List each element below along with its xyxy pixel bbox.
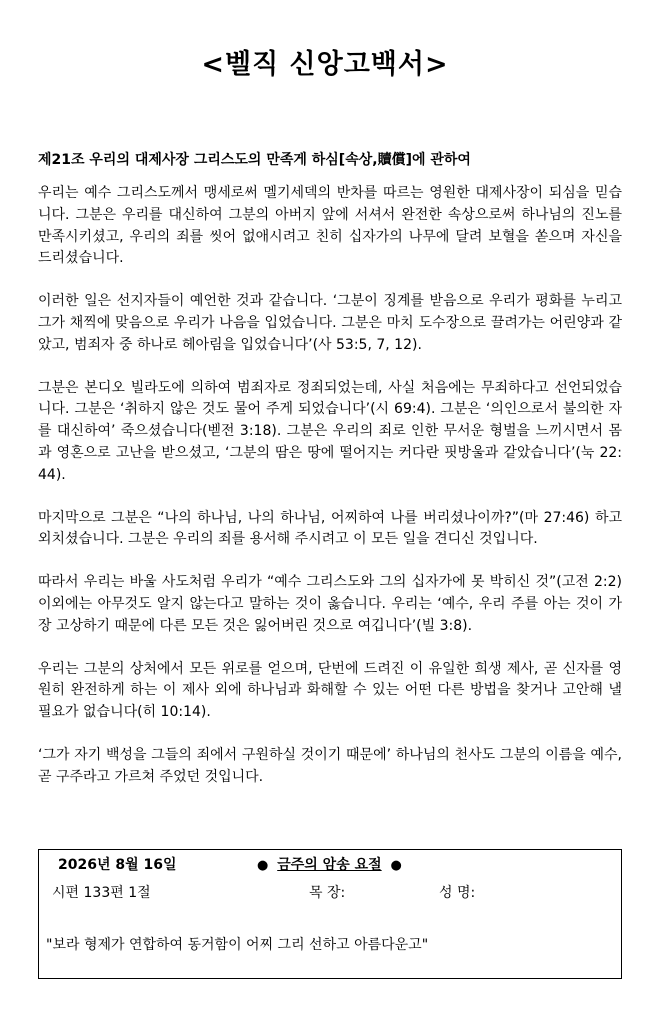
article-body bbox=[38, 183, 622, 810]
bullet-icon: ● bbox=[390, 858, 402, 873]
paragraph: ‘그가 자기 백성을 그들의 죄에서 구원하실 것이기 때문에’ 하나님의 천사도 그분의 이름을 예수, 곧 구주라고 가르쳐 주었던 것입니다. bbox=[38, 746, 622, 785]
memory-date: 2026년 8월 16일 bbox=[58, 857, 177, 873]
paragraph: 이러한 일은 선지자들이 예언한 것과 같습니다. ‘그분이 징계를 받음으로 우리가 평화를 누리고 그가 채찍에 맞음으로 우리가 나음을 입었습니다. 그분은 마치 도수장으로 끌려가는 어린양과 같았고, 범죄자 중 하나로 헤아림을 입었습니다’(사 53:5, 7, 12). bbox=[38, 293, 622, 353]
memory-verse-box bbox=[38, 849, 622, 979]
leader-label: 목 장: bbox=[309, 885, 346, 901]
memory-title-label: 금주의 암송 요절 bbox=[277, 857, 382, 873]
memory-box-title bbox=[257, 854, 402, 874]
paragraph: 우리는 예수 그리스도께서 맹세로써 멜기세덱의 반차를 따르는 영원한 대제사장이 되심을 믿습니다. 그분은 우리를 대신하여 그분의 아버지 앞에 서셔서 완전한 속상으로써 하나님의 진노를 만족시키셨고, 우리의 죄를 씻어 없애시려고 친히 십자가의 나무에 달려 보혈을 쏟으며 자신을 드리셨습니다. bbox=[38, 185, 622, 267]
name-label: 성 명: bbox=[439, 885, 476, 901]
document-title: <벨직 신앙고백서> bbox=[201, 49, 449, 80]
paragraph: 그분은 본디오 빌라도에 의하여 범죄자로 정죄되었는데, 사실 처음에는 무죄하다고 선언되었습니다. 그분은 ‘취하지 않은 것도 물어 주게 되었습니다’(시 69:4). 그분은 ‘의인으로서 불의한 자를 대신하여’ 죽으셨습니다(벧전 3:18). 그분은 우리의 죄로 인한 무서운 형벌을 느끼시면서 몸과 영혼으로 고난을 받으셨고, ‘그분의 땀은 땅에 떨어지는 커다란 핏방울과 같았습니다’(눅 22:44). bbox=[38, 379, 622, 483]
verse-reference: 시편 133편 1절 bbox=[52, 885, 151, 901]
paragraph: 마지막으로 그분은 “나의 하나님, 나의 하나님, 어찌하여 나를 버리셨나이까?”(마 27:46) 하고 외치셨습니다. 그분은 우리의 죄를 용서해 주시려고 이 모든 일을 견디신 것입니다. bbox=[38, 509, 622, 548]
bullet-icon: ● bbox=[257, 858, 269, 873]
memory-verse-text: "보라 형제가 연합하여 동거함이 어찌 그리 선하고 아름다운고" bbox=[46, 937, 429, 953]
paragraph: 따라서 우리는 바울 사도처럼 우리가 “예수 그리스도와 그의 십자가에 못 박히신 것”(고전 2:2) 이외에는 아무것도 알지 않는다고 말하는 것이 옳습니다. 우리는 ‘예수, 우리 주를 아는 것이 가장 고상하기 때문에 다른 모든 것은 잃어버린 것으로 여깁니다’(빌 3:8). bbox=[38, 574, 622, 634]
article-heading: 제21조 우리의 대제사장 그리스도의 만족게 하심[속상,贖償]에 관하여 bbox=[38, 152, 471, 168]
paragraph: 우리는 그분의 상처에서 모든 위로를 얻으며, 단번에 드려진 이 유일한 희생 제사, 곧 신자를 영원히 완전하게 하는 이 제사 외에 하나님과 화해할 수 있는 어떤 다른 방법을 찾거나 고안해 낼 필요가 없습니다(히 10:14). bbox=[38, 660, 622, 721]
